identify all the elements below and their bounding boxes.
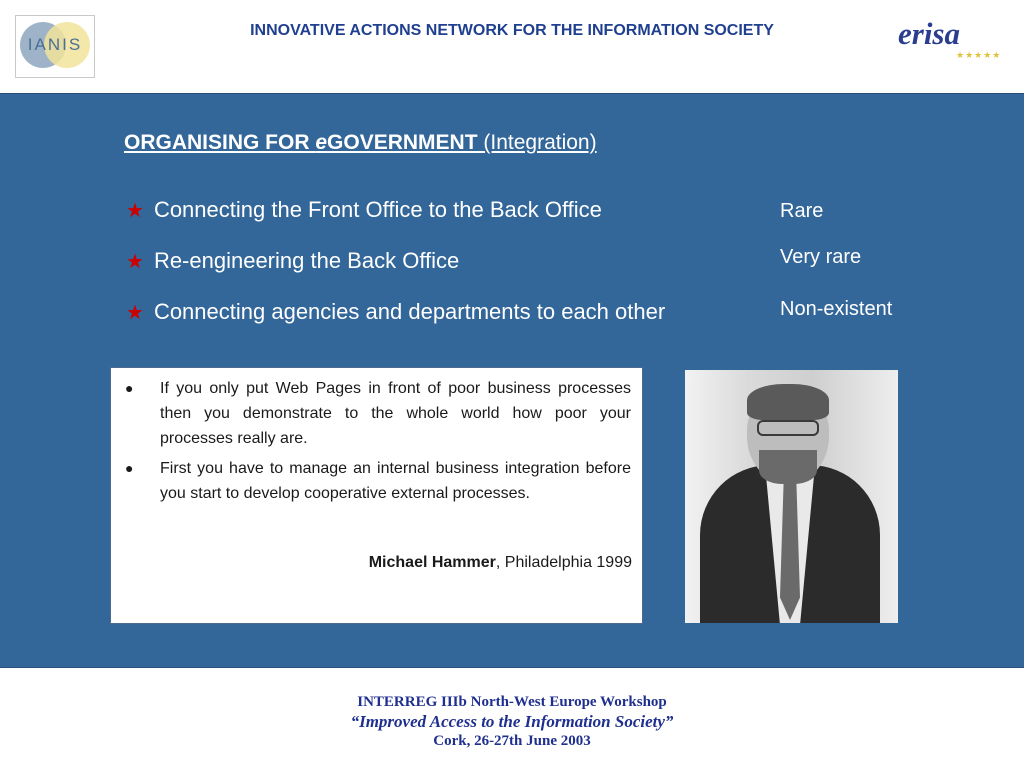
slide-title-suffix: (Integration) — [477, 131, 597, 154]
footer-theme: “Improved Access to the Information Society” — [350, 712, 674, 731]
star-icon: ★ — [126, 302, 144, 324]
star-icon: ★ — [126, 251, 144, 273]
attribution-place-year: , Philadelphia 1999 — [495, 554, 632, 571]
footer-date: Cork, 26-27th June 2003 — [433, 733, 591, 749]
footer-event: INTERREG IIIb North-West Europe Workshop — [357, 694, 667, 710]
quote-attribution — [369, 554, 632, 572]
erisa-logo-text: erisa — [898, 16, 960, 51]
bullet-dot-icon: ● — [125, 460, 134, 476]
photo-hair — [747, 384, 829, 420]
portrait-photo — [685, 370, 898, 623]
bullet-item — [126, 299, 665, 325]
photo-glasses — [757, 420, 819, 436]
slide-title — [124, 131, 597, 155]
footer — [0, 693, 1024, 751]
ianis-logo-text: IANIS — [27, 35, 83, 54]
quote-point — [121, 456, 631, 506]
bullet-item — [126, 197, 602, 223]
quote-text: If you only put Web Pages in front of poor business processes then you demonstrate to the whole world how poor your processes really are. — [160, 380, 631, 447]
slide-title-e: e — [315, 131, 328, 154]
bullet-text: Re-engineering the Back Office — [153, 248, 460, 273]
bullet-item — [126, 248, 459, 274]
header-title: INNOVATIVE ACTIONS NETWORK FOR THE INFORMATION SOCIETY — [250, 22, 774, 39]
quote-text: First you have to manage an internal business integration before you start to develop cooperative external processes. — [160, 460, 631, 502]
status-label: Very rare — [780, 246, 862, 268]
bullet-text: Connecting agencies and departments to each other — [153, 299, 666, 324]
slide-title-prefix: ORGANISING FOR — [124, 131, 316, 154]
photo-beard — [759, 450, 817, 484]
attribution-name: Michael Hammer — [368, 554, 496, 571]
bullet-dot-icon: ● — [125, 380, 134, 396]
erisa-logo — [898, 14, 1002, 60]
quote-point — [121, 376, 631, 451]
star-icon: ★ — [126, 200, 144, 222]
quote-list — [121, 376, 631, 511]
bullet-text: Connecting the Front Office to the Back Office — [153, 197, 602, 222]
slide-title-main: GOVERNMENT — [327, 131, 478, 154]
status-label: Non-existent — [780, 298, 893, 320]
quote-box — [110, 367, 643, 624]
status-label: Rare — [780, 200, 824, 222]
eu-stars-icon: ★★★★★ — [956, 50, 1002, 60]
content-panel — [0, 93, 1024, 668]
